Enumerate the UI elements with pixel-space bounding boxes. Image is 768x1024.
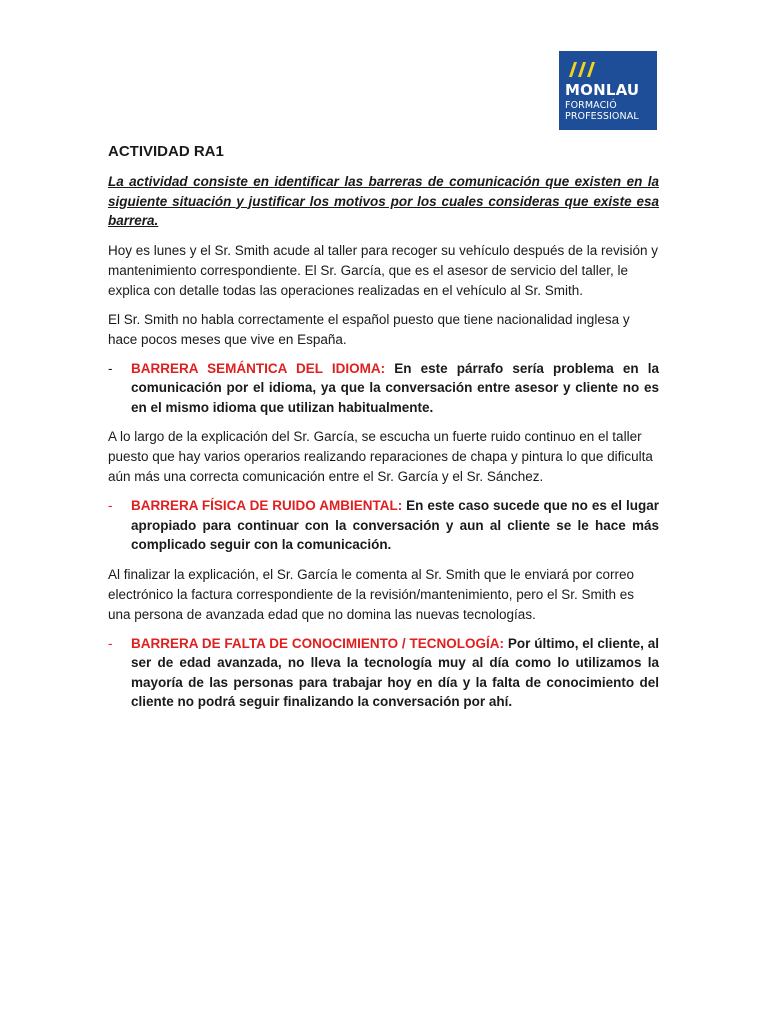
barrier-item-technology: [108, 634, 659, 712]
paragraph-email: Al finalizar la explicación, el Sr. García le comenta al Sr. Smith que le enviará por correo electrónico la factura correspondiente de la revisión/mantenimiento, pero el Sr. Smith es una persona de avanzada edad que no domina las nuevas tecnologías.: [108, 566, 635, 622]
monlau-logo-mark-icon: [567, 59, 597, 79]
bullet-dash: -: [108, 635, 113, 651]
logo-subtitle-line2: PROFESSIONAL: [565, 110, 639, 122]
barrier-item-semantic: [108, 359, 659, 418]
barrier-description: [131, 634, 659, 712]
monlau-logo: [559, 51, 657, 130]
barrier-description: [131, 359, 659, 418]
bullet-dash: -: [108, 498, 113, 513]
bullet-dash: -: [108, 360, 113, 376]
barrier-text: En este párrafo sería problema en la comunicación por el idioma, ya que la conversación entre asesor y cliente no es en el mismo idioma que utilizan habitualmente.: [131, 360, 659, 415]
page-title: ACTIVIDAD RA1: [108, 143, 224, 160]
logo-brand-text: MONLAU: [565, 81, 640, 99]
barrier-text: Por último, el cliente, al ser de edad avanzada, no lleva la tecnología muy al día como lo utilizamos la mayoría de las personas para trabajar hoy en día y la falta de conocimiento del cliente no podrá seguir finalizando la conversación por ahí.: [131, 635, 660, 709]
logo-subtitle-line1: FORMACIÓ: [565, 100, 617, 111]
logo-subtitle: [565, 101, 639, 122]
paragraph-nationality: El Sr. Smith no habla correctamente el español puesto que tiene nacionalidad inglesa y hace pocos meses que vive en España.: [108, 311, 630, 347]
activity-instruction: La actividad consiste en identificar las barreras de comunicación que existen en la siguiente situación y justificar los motivos por los cuales consideras que existe esa barrera.: [108, 174, 659, 228]
barrier-item-physical: [108, 496, 659, 555]
barrier-text: En este caso sucede que no es el lugar apropiado para continuar con la conversación y aun al cliente se le hace más complicado seguir con la comunicación.: [131, 498, 659, 552]
paragraph-situation: Hoy es lunes y el Sr. Smith acude al taller para recoger su vehículo después de la revisión y mantenimiento correspondiente. El Sr. García, que es el asesor de servicio del taller, le explica con detalle todas las operaciones realizadas en el vehículo al Sr. Smith.: [108, 242, 659, 298]
barrier-label: BARRERA SEMÁNTICA DEL IDIOMA:: [131, 360, 386, 376]
barrier-label: BARRERA DE FALTA DE CONOCIMIENTO / TECNOLOGÍA:: [131, 635, 505, 651]
document-body: [108, 142, 659, 722]
barrier-description: [131, 496, 659, 555]
barrier-label: BARRERA FÍSICA DE RUIDO AMBIENTAL:: [131, 498, 403, 513]
paragraph-noise: A lo largo de la explicación del Sr. García, se escucha un fuerte ruido continuo en el taller puesto que hay varios operarios realizando reparaciones de chapa y pintura lo que dificulta aún más una correcta comunicación entre el Sr. García y el Sr. Sánchez.: [108, 429, 653, 484]
